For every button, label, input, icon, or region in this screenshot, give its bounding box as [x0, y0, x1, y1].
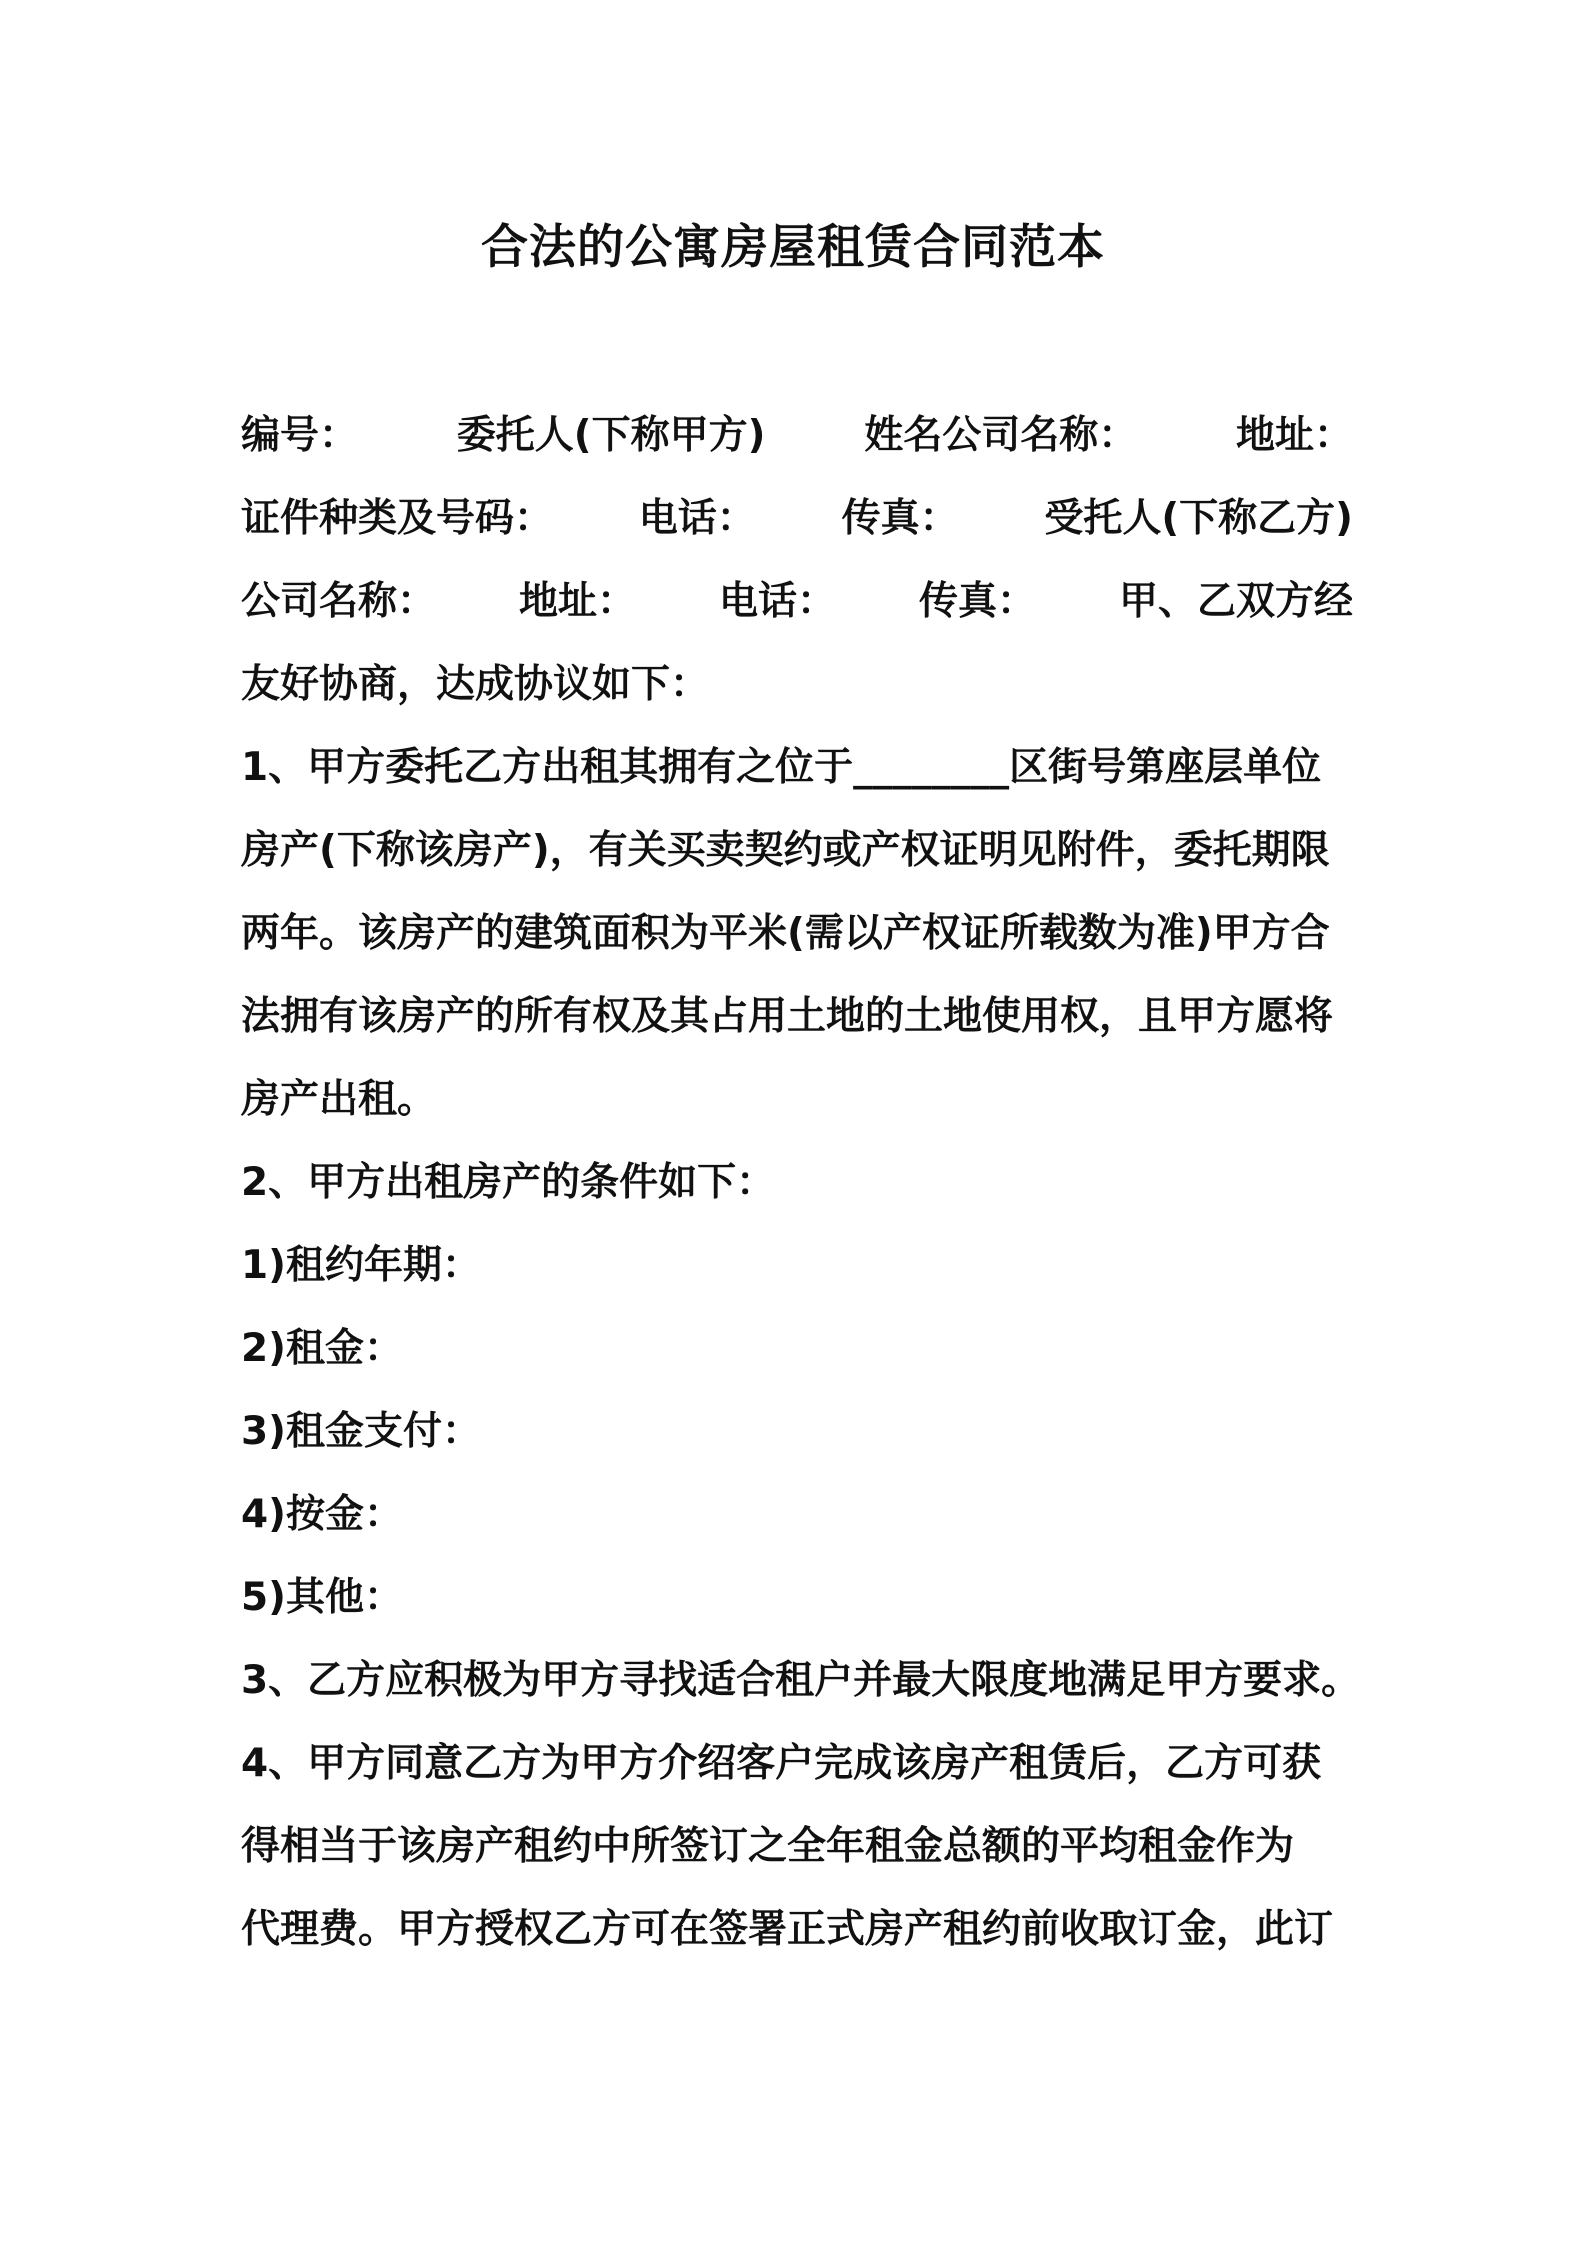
- text-line: 1、甲方委托乙方出租其拥有之位于________区街号第座层单位: [241, 745, 1322, 790]
- field-address-label-2: 地址：: [518, 579, 636, 624]
- field-phone-label: 电话：: [638, 496, 756, 541]
- field-id-type-label: 证件种类及号码：: [241, 496, 554, 541]
- text-line: 友好协商，达成协议如下：: [241, 662, 710, 707]
- text-line: 房产出租。: [241, 1077, 437, 1122]
- header-fields-row-2: [241, 477, 1353, 560]
- field-address-label: 地址：: [1235, 413, 1353, 458]
- field-fax-label-2: 传真：: [918, 579, 1036, 624]
- document-title: 合法的公寓房屋租赁合同范本: [481, 220, 1105, 275]
- text-line: 1)租约年期：: [241, 1243, 481, 1288]
- field-phone-label-2: 电话：: [718, 579, 836, 624]
- text-line: 代理费。甲方授权乙方可在签署正式房产租约前收取订金，此订: [241, 1907, 1334, 1952]
- intro-text-start: 甲、乙双方经: [1118, 579, 1353, 624]
- field-name-company-label: 姓名公司名称：: [864, 413, 1138, 458]
- text-line: 2)租金：: [241, 1326, 403, 1371]
- text-line: 3)租金支付：: [241, 1409, 481, 1454]
- text-line: 4、甲方同意乙方为甲方介绍客户完成该房产租赁后，乙方可获: [241, 1741, 1322, 1786]
- header-fields-row-1: [241, 394, 1353, 477]
- field-company-name-label: 公司名称：: [241, 579, 437, 624]
- text-line: 3、乙方应积极为甲方寻找适合租户并最大限度地满足甲方要求。: [241, 1658, 1361, 1703]
- text-line: 2、甲方出租房产的条件如下：: [241, 1160, 776, 1205]
- document-body: [241, 394, 1361, 1971]
- text-line: 法拥有该房产的所有权及其占用土地的土地使用权，且甲方愿将: [241, 994, 1334, 1039]
- text-line: 房产(下称该房产)，有关买卖契约或产权证明见附件，委托期限: [241, 828, 1330, 873]
- text-line: 4)按金：: [241, 1492, 403, 1537]
- field-agent-label: 受托人(下称乙方): [1044, 496, 1353, 541]
- text-line: 两年。该房产的建筑面积为平米(需以产权证所载数为准)甲方合: [241, 911, 1330, 956]
- field-fax-label: 传真：: [841, 496, 959, 541]
- field-number-label: 编号：: [241, 413, 359, 458]
- text-line: 得相当于该房产租约中所签订之全年租金总额的平均租金作为: [241, 1824, 1295, 1869]
- field-client-label: 委托人(下称甲方): [456, 413, 766, 458]
- text-line: 5)其他：: [241, 1575, 403, 1620]
- header-fields-row-3: [241, 560, 1353, 643]
